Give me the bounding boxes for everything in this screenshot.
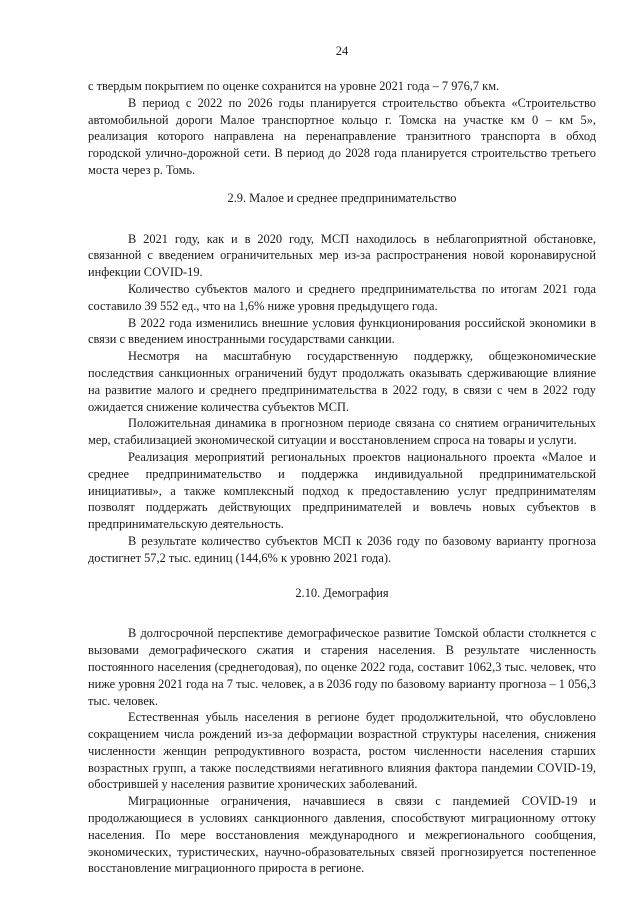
paragraph-demography-1: В долгосрочной перспективе демографическое развитие Томской области столкнется с вызовами демографического сжатия и старения населения. В результате численность постоянного населения (среднегодовая), по оценке 2022 года, составит 1062,3 тыс. человек, что ниже уровня 2021 года на 7 тыс. человек, а в 2036 году по базовому варианту прогноза – 1 056,3 тыс. человек. xyxy=(88,626,596,708)
paragraph-sme-7: В результате количество субъектов МСП к 2036 году по базовому варианту прогноза достигнет 57,2 тыс. единиц (144,6% к уровню 2021 года). xyxy=(88,533,596,565)
page-content xyxy=(88,78,596,877)
section-heading-demography: 2.10. Демография xyxy=(295,585,389,600)
paragraph-road-construction: В период с 2022 по 2026 годы планируется строительство объекта «Строительство автомобильной дороги Малое транспортное кольцо г. Томска на участке км 0 – км 5», реализация которого направлена на перенаправление транзитного транспорта в обход городской улично-дорожной сети. В период до 2028 года планируется строительство третьего моста через р. Томь. xyxy=(88,95,596,177)
paragraph-intro-continuation: с твердым покрытием по оценке сохранится на уровне 2021 года – 7 976,7 км. xyxy=(88,79,500,93)
paragraph-sme-6: Реализация мероприятий региональных проектов национального проекта «Малое и среднее предпринимательство и поддержка индивидуальной предпринимательской инициативы», а также комплексный подход к предоставлению услуг предпринимателям позволят поддержать действующих предпринимателей и вовлечь новых субъектов в предпринимательскую деятельность. xyxy=(88,449,596,532)
paragraph-sme-2: Количество субъектов малого и среднего предпринимательства по итогам 2021 года составило 39 552 ед., что на 1,6% ниже уровня предыдущего года. xyxy=(88,281,596,313)
paragraph-demography-3: Миграционные ограничения, начавшиеся в связи с пандемией COVID-19 и продолжающиеся в условиях санкционного давления, способствуют миграционному оттоку населения. По мере восстановления международного и межрегионального сообщения, экономических, туристических, научно-образовательных связей прогнозируется постепенное восстановление миграционного прироста в регионе. xyxy=(88,794,596,876)
page-number: 24 xyxy=(335,44,349,58)
paragraph-sme-5: Положительная динамика в прогнозном периоде связана со снятием ограничительных мер, стабилизацией экономической ситуации и восстановлением спроса на товары и услуги. xyxy=(88,416,596,448)
paragraph-sme-1: В 2021 году, как и в 2020 году, МСП находилось в неблагоприятной обстановке, связанной с введением ограничительных мер из-за распространения новой коронавирусной инфекции COVID-19. xyxy=(88,231,596,280)
paragraph-demography-2: Естественная убыль населения в регионе будет продолжительной, что обусловлено сокращением числа рождений из-за деформации возрастной структуры населения, снижения численности женщин репродуктивного возраста, ростом численности населения старших возрастных групп, а также последствиями негативного влияния фактора пандемии COVID-19, обострившей у населения развитие хронических заболеваний. xyxy=(88,710,596,792)
section-heading-sme: 2.9. Малое и среднее предпринимательство xyxy=(227,190,457,205)
paragraph-sme-3: В 2022 года изменились внешние условия функционирования российской экономики в связи с введением иностранными государствами санкции. xyxy=(88,315,596,347)
paragraph-sme-4: Несмотря на масштабную государственную поддержку, общеэкономические последствия санкционных ограничений будут продолжать оказывать сдерживающие влияние на развитие малого и среднего предпринимательства в 2022 году, в связи с чем в 2022 году ожидается снижение количества субъектов МСП. xyxy=(88,349,596,414)
